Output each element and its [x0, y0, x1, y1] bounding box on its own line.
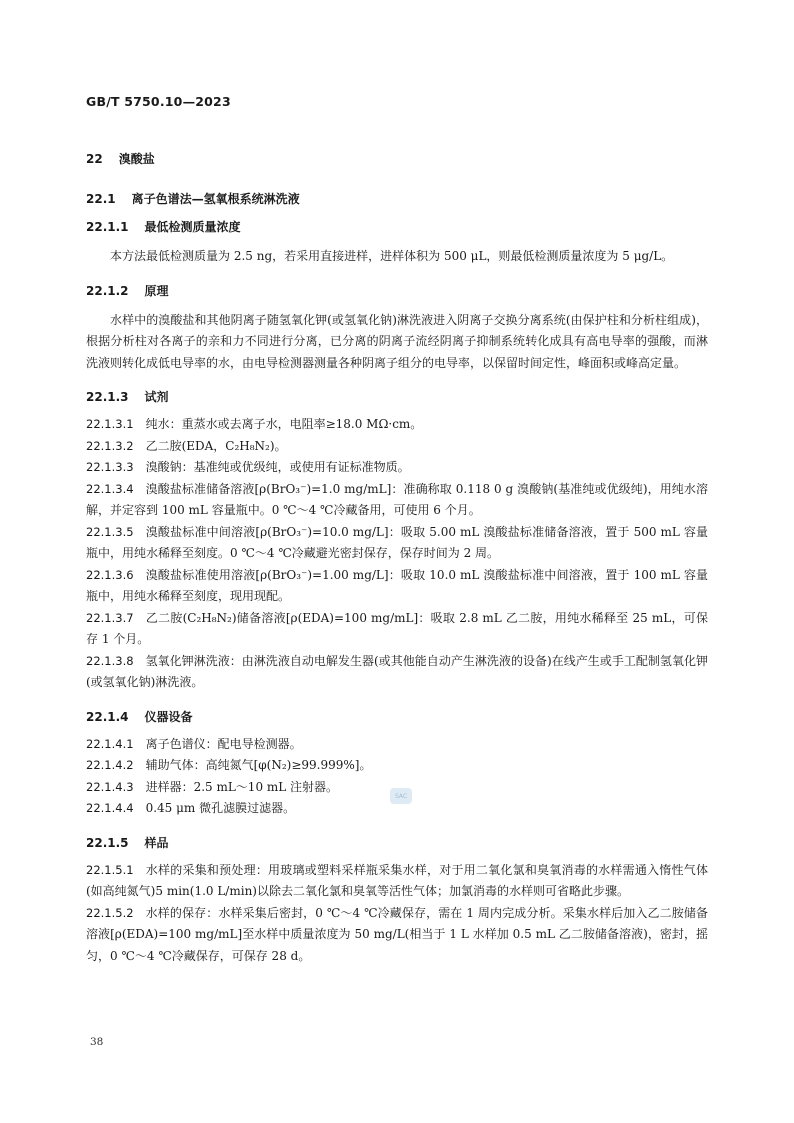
- clause-heading: 22.1.1 最低检测质量浓度: [86, 220, 241, 234]
- paragraph: 本方法最低检测质量为 2.5 ng，若采用直接进样，进样体积为 500 μL，则最低检测质量浓度为 5 μg/L。: [110, 249, 674, 263]
- standard-number: GB/T 5750.10—2023: [86, 94, 231, 109]
- list-item: 22.1.4.2 辅助气体：高纯氮气[φ(N₂)≥99.999%]。: [86, 758, 372, 772]
- page-number: 38: [90, 1036, 104, 1048]
- list-item: 22.1.3.3 溴酸钠：基准纯或优级纯，或使用有证标准物质。: [86, 460, 410, 474]
- list-item: 22.1.4.4 0.45 μm 微孔滤膜过滤器。: [86, 801, 296, 815]
- list-item: 22.1.5.1 水样的采集和预处理：用玻璃或塑料采样瓶采集水样，对于用二氧化氯和臭氧消毒的水样需通入惰性气体(如高纯氮气)5 min(1.0 L/min)以除去二氧化氯和臭氧等活性气体；加氯消毒的水样则可省略此步骤。: [86, 862, 708, 898]
- subsection-heading: 22.1 离子色谱法—氢氧根系统淋洗液: [86, 192, 300, 206]
- list-item: 22.1.3.2 乙二胺(EDA，C₂H₈N₂)。: [86, 438, 287, 453]
- section-heading: 22 溴酸盐: [86, 152, 155, 166]
- clause-heading: 22.1.5 样品: [86, 835, 169, 850]
- watermark-logo-icon: SAC: [390, 788, 412, 804]
- clause-heading: 22.1.2 原理: [86, 283, 169, 298]
- list-item: 22.1.3.8 氢氧化钾淋洗液：由淋洗液自动电解发生器(或其他能自动产生淋洗液的设备)在线产生或手工配制氢氧化钾(或氢氧化钠)淋洗液。: [86, 653, 708, 689]
- list-item: 22.1.4.1 离子色谱仪：配电导检测器。: [86, 736, 302, 751]
- list-item: 22.1.3.7 乙二胺(C₂H₈N₂)储备溶液[ρ(EDA)=100 mg/mL]：吸取 2.8 mL 乙二胺，用纯水稀释至 25 mL，可保存 1 个月。: [86, 610, 708, 646]
- clause-heading: 22.1.3 试剂: [86, 390, 169, 404]
- clause-heading: 22.1.4 仪器设备: [86, 709, 193, 724]
- list-item: 22.1.4.3 进样器：2.5 mL～10 mL 注射器。: [86, 779, 339, 794]
- list-item: 22.1.3.4 溴酸盐标准储备溶液[ρ(BrO₃⁻)=1.0 mg/mL]：准确称取 0.118 0 g 溴酸钠(基准纯或优级纯)，用纯水溶解，并定容到 100 mL 容量瓶中。0 ℃～4 ℃冷藏备用，可使用 6 个月。: [86, 481, 708, 517]
- list-item: 22.1.3.6 溴酸盐标准使用溶液[ρ(BrO₃⁻)=1.00 mg/L]：吸取 10.0 mL 溴酸盐标准中间溶液，置于 100 mL 容量瓶中，用纯水稀释至刻度，现用现配。: [86, 567, 708, 603]
- document-body: [86, 150, 708, 967]
- list-item: 22.1.3.1 纯水：重蒸水或去离子水，电阻率≥18.0 MΩ·cm。: [86, 417, 423, 431]
- paragraph: 水样中的溴酸盐和其他阴离子随氢氧化钾(或氢氧化钠)淋洗液进入阴离子交换分离系统(由保护柱和分析柱组成)，根据分析柱对各离子的亲和力不同进行分离，已分离的阴离子流经阴离子抑制系统转化成具有高电导率的强酸，而淋洗液则转化成低电导率的水，由电导检测器测量各种阴离子组分的电导率，以保留时间定性，峰面积或峰高定量。: [86, 312, 708, 370]
- list-item: 22.1.3.5 溴酸盐标准中间溶液[ρ(BrO₃⁻)=10.0 mg/L]：吸取 5.00 mL 溴酸盐标准储备溶液，置于 500 mL 容量瓶中，用纯水稀释至刻度。0 ℃～4 ℃冷藏避光密封保存，保存时间为 2 周。: [86, 524, 708, 560]
- list-item: 22.1.5.2 水样的保存：水样采集后密封，0 ℃～4 ℃冷藏保存，需在 1 周内完成分析。采集水样后加入乙二胺储备溶液[ρ(EDA)=100 mg/mL]至水样中质量浓度为 50 mg/L(相当于 1 L 水样加 0.5 mL 乙二胺储备溶液)，密封，摇匀，0 ℃～4 ℃冷藏保存，可保存 28 d。: [86, 905, 708, 963]
